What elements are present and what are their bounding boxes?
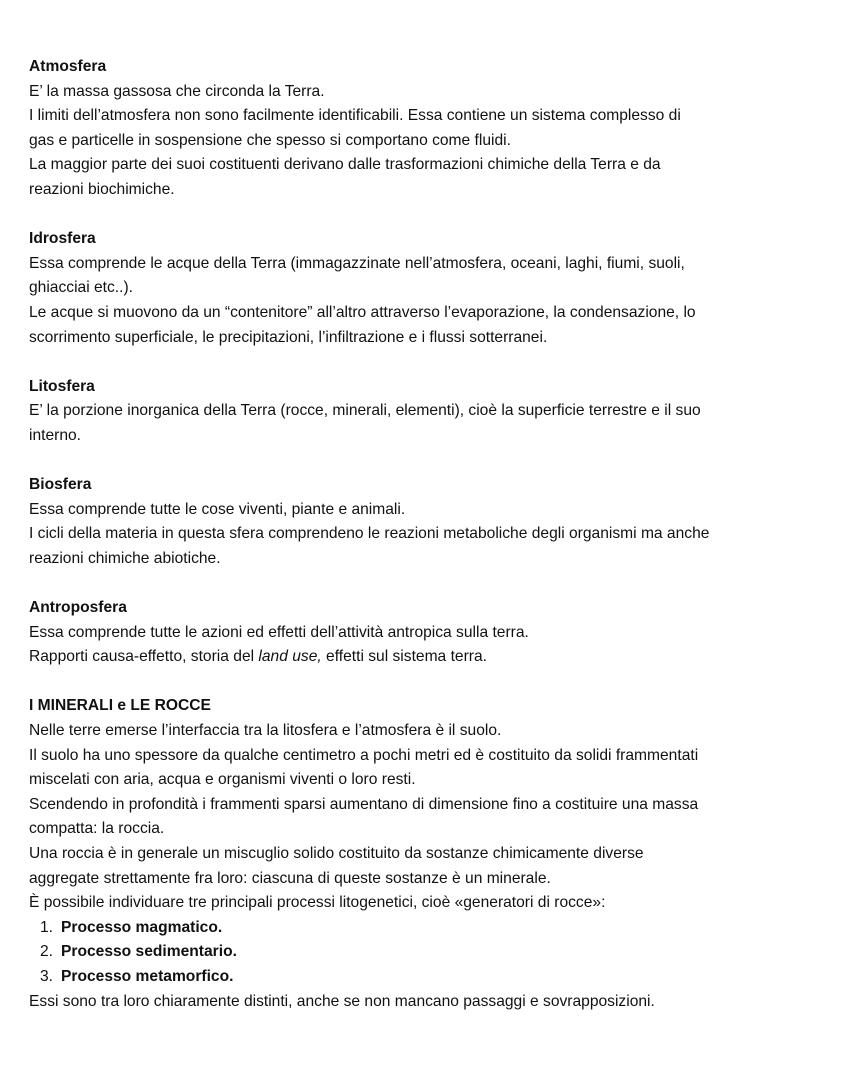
minerali-line: È possibile individuare tre principali processi litogenetici, cioè «generatori di rocce»: bbox=[29, 894, 606, 912]
minerali-line: aggregate strettamente fra loro: ciascuna di queste sostanze è un minerale. bbox=[29, 869, 551, 887]
heading-minerali-rocce: I MINERALI e LE ROCCE bbox=[29, 697, 211, 715]
atmosfera-line: E’ la massa gassosa che circonda la Terra. bbox=[29, 82, 325, 100]
litosfera-line: interno. bbox=[29, 426, 82, 444]
biosfera-line: I cicli della materia in questa sfera comprendeno le reazioni metaboliche degli organismi ma anche bbox=[29, 525, 710, 543]
list-item-label: Processo metamorfico. bbox=[61, 967, 234, 985]
minerali-line: compatta: la roccia. bbox=[29, 820, 165, 838]
section-biosfera bbox=[29, 473, 839, 571]
minerali-closing-line: Essi sono tra loro chiaramente distinti, anche se non mancano passaggi e sovrapposizioni. bbox=[29, 992, 655, 1010]
minerali-line: Il suolo ha uno spessore da qualche centimetro a pochi metri ed è costituito da solidi frammentati bbox=[29, 746, 699, 764]
list-item-label: Processo sedimentario. bbox=[61, 943, 237, 961]
list-number: 3. bbox=[39, 967, 53, 985]
minerali-line: Una roccia è in generale un miscuglio solido costituito da sostanze chimicamente diverse bbox=[29, 845, 644, 862]
biosfera-line: Essa comprende tutte le cose viventi, piante e animali. bbox=[29, 500, 406, 518]
idrosfera-line: Essa comprende le acque della Terra (immagazzinate nell’atmosfera, oceani, laghi, fiumi, suoli, bbox=[29, 254, 685, 272]
atmosfera-line: La maggior parte dei suoi costituenti derivano dalle trasformazioni chimiche della Terra e da bbox=[29, 156, 661, 174]
land-use-italic: land use, bbox=[258, 648, 322, 666]
document bbox=[29, 55, 839, 1039]
antroposfera-line: Essa comprende tutte le azioni ed effetti dell’attività antropica sulla terra. bbox=[29, 623, 529, 641]
section-atmosfera bbox=[29, 55, 839, 203]
atmosfera-line: gas e particelle in sospensione che spesso si comportano come fluidi. bbox=[29, 131, 511, 149]
idrosfera-line: ghiacciai etc..). bbox=[29, 279, 134, 297]
list-item bbox=[29, 940, 839, 965]
atmosfera-line: reazioni biochimiche. bbox=[29, 180, 175, 198]
list-item bbox=[29, 916, 839, 941]
section-minerali-rocce bbox=[29, 694, 839, 1014]
heading-antroposfera: Antroposfera bbox=[29, 599, 127, 617]
litosfera-line: E’ la porzione inorganica della Terra (rocce, minerali, elementi), cioè la superficie terrestre e il suo bbox=[29, 402, 701, 420]
section-antroposfera bbox=[29, 596, 839, 670]
biosfera-line: reazioni chimiche abiotiche. bbox=[29, 549, 221, 567]
list-item-label: Processo magmatico. bbox=[61, 918, 223, 936]
list-number: 1. bbox=[39, 918, 53, 936]
heading-idrosfera: Idrosfera bbox=[29, 230, 96, 248]
heading-litosfera: Litosfera bbox=[29, 377, 95, 395]
idrosfera-line: Le acque si muovono da un “contenitore” all’altro attraverso l’evaporazione, la condensazione, lo bbox=[29, 303, 696, 321]
minerali-line: miscelati con aria, acqua e organismi viventi o loro resti. bbox=[29, 771, 416, 789]
section-idrosfera bbox=[29, 227, 839, 350]
list-item bbox=[29, 965, 839, 990]
processes-list bbox=[29, 916, 839, 990]
minerali-line: Scendendo in profondità i frammenti sparsi aumentano di dimensione fino a costituire una massa bbox=[29, 795, 699, 813]
antroposfera-line2-start: Rapporti causa-effetto, storia del bbox=[29, 648, 259, 666]
idrosfera-line: scorrimento superficiale, le precipitazioni, l’infiltrazione e i flussi sotterranei. bbox=[29, 328, 548, 346]
heading-biosfera: Biosfera bbox=[29, 476, 92, 494]
heading-atmosfera: Atmosfera bbox=[29, 58, 107, 75]
atmosfera-line: I limiti dell’atmosfera non sono facilmente identificabili. Essa contiene un sistema complesso di bbox=[29, 107, 681, 125]
antroposfera-line bbox=[29, 645, 839, 670]
antroposfera-line2-end: effetti sul sistema terra. bbox=[321, 648, 487, 666]
section-litosfera bbox=[29, 375, 839, 449]
list-number: 2. bbox=[39, 943, 53, 961]
minerali-line: Nelle terre emerse l’interfaccia tra la litosfera e l’atmosfera è il suolo. bbox=[29, 722, 502, 740]
